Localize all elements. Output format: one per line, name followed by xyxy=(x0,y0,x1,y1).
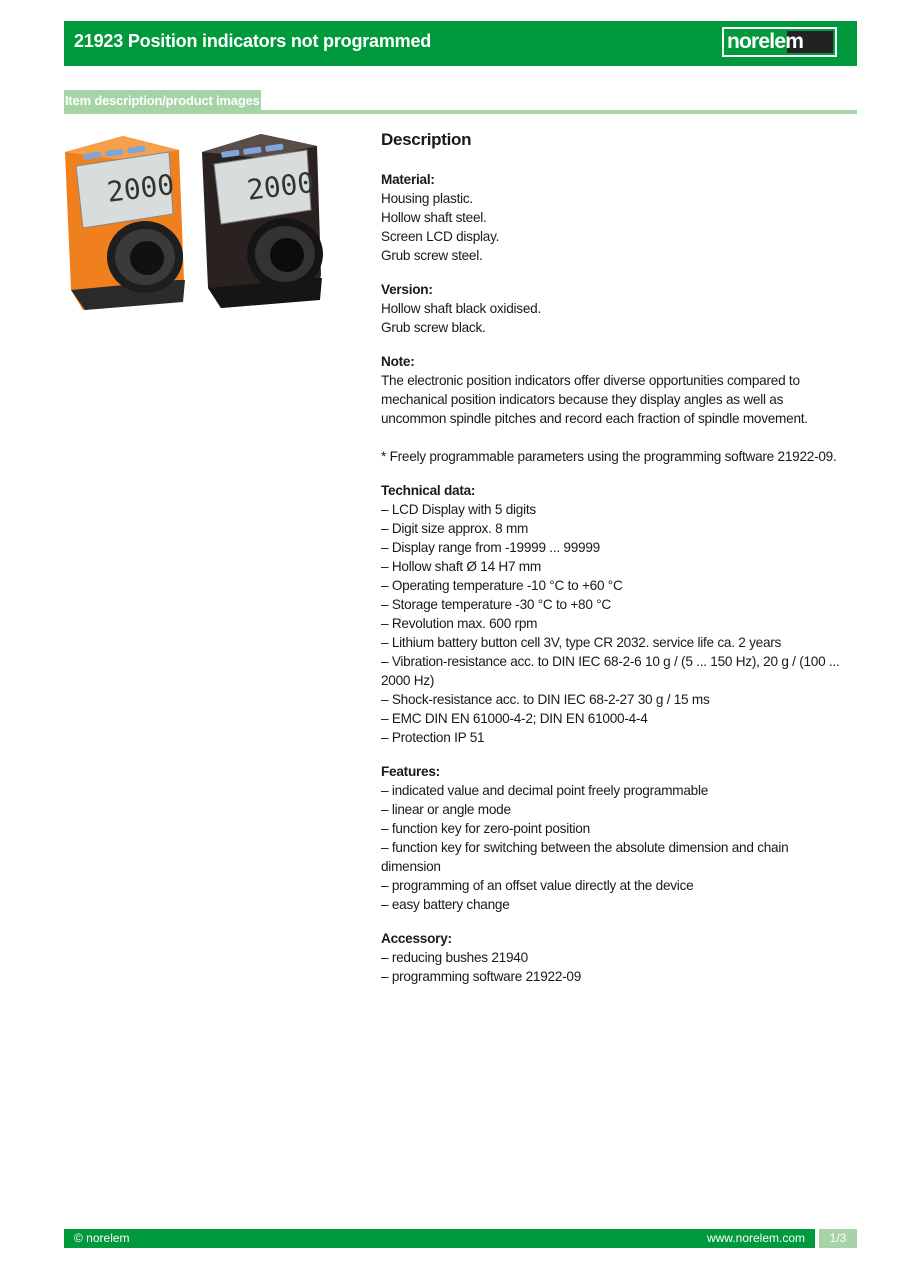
black-display-value: 2000 xyxy=(245,165,317,207)
features-line: – easy battery change xyxy=(381,897,510,912)
technical-data-title: Technical data: xyxy=(381,483,476,498)
version-title: Version: xyxy=(381,282,433,297)
note-block xyxy=(381,352,851,466)
technical-data-line: – Hollow shaft Ø 14 H7 mm xyxy=(381,559,541,574)
note-title: Note: xyxy=(381,354,415,369)
material-line: Screen LCD display. xyxy=(381,229,500,244)
footer-website-link[interactable]: www.norelem.com xyxy=(706,1231,805,1245)
accessory-line: – reducing bushes 21940 xyxy=(381,950,528,965)
norelem-logo[interactable] xyxy=(722,27,837,57)
accessory-line: – programming software 21922-09 xyxy=(381,969,582,984)
material-block xyxy=(381,170,851,265)
technical-data-line: – EMC DIN EN 61000-4-2; DIN EN 61000-4-4 xyxy=(381,711,648,726)
accessory-block xyxy=(381,929,851,986)
position-indicator-illustration xyxy=(63,130,343,315)
black-position-indicator xyxy=(202,134,323,308)
features-line: – function key for zero-point position xyxy=(381,821,590,836)
features-block xyxy=(381,762,851,914)
note-spacer xyxy=(381,428,851,447)
features-line: – function key for switching between the absolute dimension and chain dimension xyxy=(381,840,789,874)
footer-page-number: 1/3 xyxy=(819,1229,857,1248)
footer-copyright: © norelem xyxy=(74,1231,130,1245)
page-header xyxy=(64,21,857,66)
description-content xyxy=(381,128,851,1001)
technical-data-line: – LCD Display with 5 digits xyxy=(381,502,536,517)
technical-data-line: – Storage temperature -30 °C to +80 °C xyxy=(381,597,611,612)
technical-data-line: – Protection IP 51 xyxy=(381,730,485,745)
section-label: Item description/product images xyxy=(64,90,261,111)
technical-data-line: – Revolution max. 600 rpm xyxy=(381,616,538,631)
material-line: Hollow shaft steel. xyxy=(381,210,487,225)
logo-text: norelem xyxy=(727,30,804,53)
product-images xyxy=(63,130,343,315)
technical-data-line: – Display range from -19999 ... 99999 xyxy=(381,540,600,555)
page-footer xyxy=(64,1229,857,1248)
features-line: – linear or angle mode xyxy=(381,802,511,817)
technical-data-block xyxy=(381,481,851,747)
features-title: Features: xyxy=(381,764,440,779)
material-line: Housing plastic. xyxy=(381,191,473,206)
version-line: Hollow shaft black oxidised. xyxy=(381,301,541,316)
technical-data-line: – Vibration-resistance acc. to DIN IEC 68-2-6 10 g / (5 ... 150 Hz), 20 g / (100 ... 2000 Hz) xyxy=(381,654,840,688)
technical-data-line: – Lithium battery button cell 3V, type CR 2032. service life ca. 2 years xyxy=(381,635,782,650)
accessory-title: Accessory: xyxy=(381,931,452,946)
features-line: – programming of an offset value directly at the device xyxy=(381,878,694,893)
version-block xyxy=(381,280,851,337)
note-text: The electronic position indicators offer diverse opportunities compared to mechanical position indicators because they display angles as well as uncommon spindle pitches and record each fraction of spindle movement. xyxy=(381,373,808,426)
version-line: Grub screw black. xyxy=(381,320,486,335)
material-title: Material: xyxy=(381,172,435,187)
material-line: Grub screw steel. xyxy=(381,248,483,263)
technical-data-line: – Digit size approx. 8 mm xyxy=(381,521,529,536)
orange-display-value: 2000 xyxy=(105,167,177,209)
page-title: 21923 Position indicators not programmed xyxy=(74,31,432,51)
technical-data-line: – Shock-resistance acc. to DIN IEC 68-2-27 30 g / 15 ms xyxy=(381,692,710,707)
orange-position-indicator xyxy=(65,136,185,310)
description-heading: Description xyxy=(381,130,472,149)
features-line: – indicated value and decimal point freely programmable xyxy=(381,783,709,798)
note-footnote: * Freely programmable parameters using the programming software 21922-09. xyxy=(381,449,837,464)
technical-data-line: – Operating temperature -10 °C to +60 °C xyxy=(381,578,623,593)
